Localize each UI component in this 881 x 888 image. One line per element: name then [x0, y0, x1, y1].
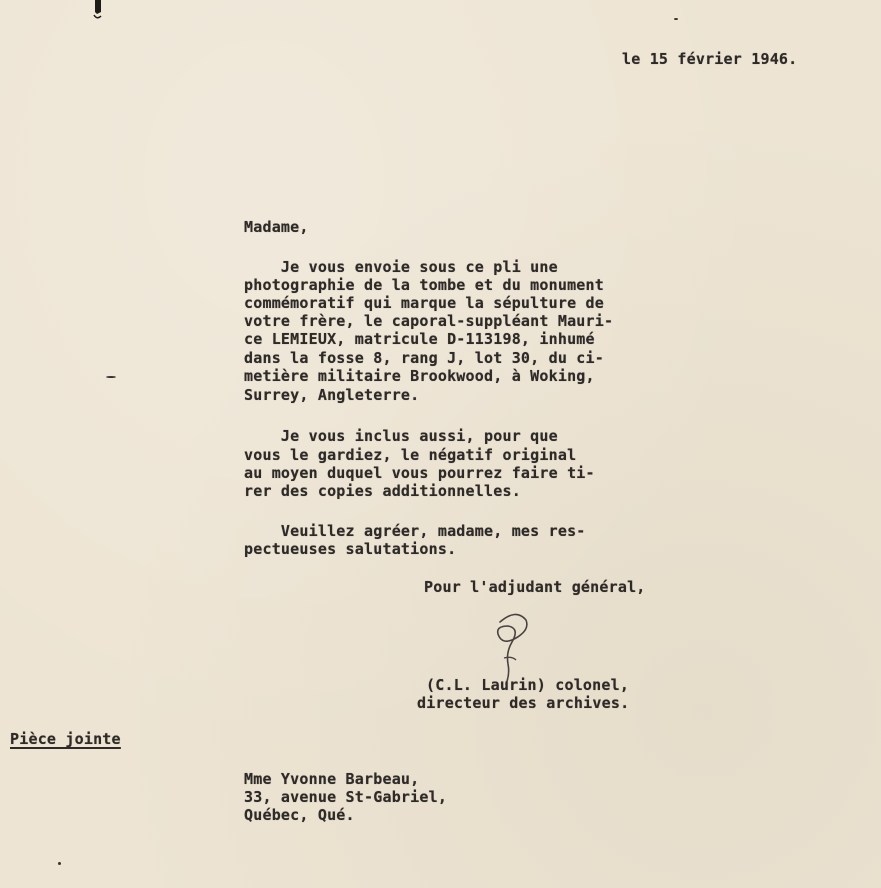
corner-ink-mark: [92, 0, 104, 22]
letter-date: le 15 février 1946.: [622, 50, 798, 68]
closing-line: Veuillez agréer, madame, mes res-: [244, 522, 586, 540]
paragraph-1-line: Je vous envoie sous ce pli une: [244, 258, 558, 276]
paragraph-2-line: rer des copies additionnelles.: [244, 482, 521, 500]
paragraph-1-line: photographie de la tombe et du monument: [244, 276, 604, 294]
paragraph-1-line: dans la fosse 8, rang J, lot 30, du ci-: [244, 349, 604, 367]
paper-speck: [58, 862, 61, 865]
closing-line: pectueuses salutations.: [244, 540, 457, 558]
recipient-name: Mme Yvonne Barbeau,: [244, 770, 420, 788]
recipient-street: 33, avenue St-Gabriel,: [244, 788, 448, 806]
signatory-title: directeur des archives.: [417, 694, 630, 712]
paragraph-1-line: metière militaire Brookwood, à Woking,: [244, 367, 595, 385]
paper-speck: [106, 376, 116, 378]
paragraph-1-line: votre frère, le caporal-suppléant Mauri-: [244, 312, 614, 330]
recipient-city: Québec, Qué.: [244, 806, 355, 824]
paragraph-2-line: vous le gardiez, le négatif original: [244, 446, 577, 464]
paper-speck: [674, 18, 678, 20]
signatory-name: (C.L. Laurin) colonel,: [426, 676, 630, 694]
paragraph-2-line: au moyen duquel vous pourrez faire ti-: [244, 464, 595, 482]
paragraph-2-line: Je vous inclus aussi, pour que: [244, 427, 558, 445]
paragraph-1-line: ce LEMIEUX, matricule D-113198, inhumé: [244, 330, 595, 348]
salutation: Madame,: [244, 218, 309, 236]
on-behalf-line: Pour l'adjudant général,: [424, 578, 646, 596]
paragraph-1-line: Surrey, Angleterre.: [244, 386, 420, 404]
paragraph-1-line: commémoratif qui marque la sépulture de: [244, 294, 604, 312]
attachment-note: Pièce jointe: [10, 730, 121, 748]
